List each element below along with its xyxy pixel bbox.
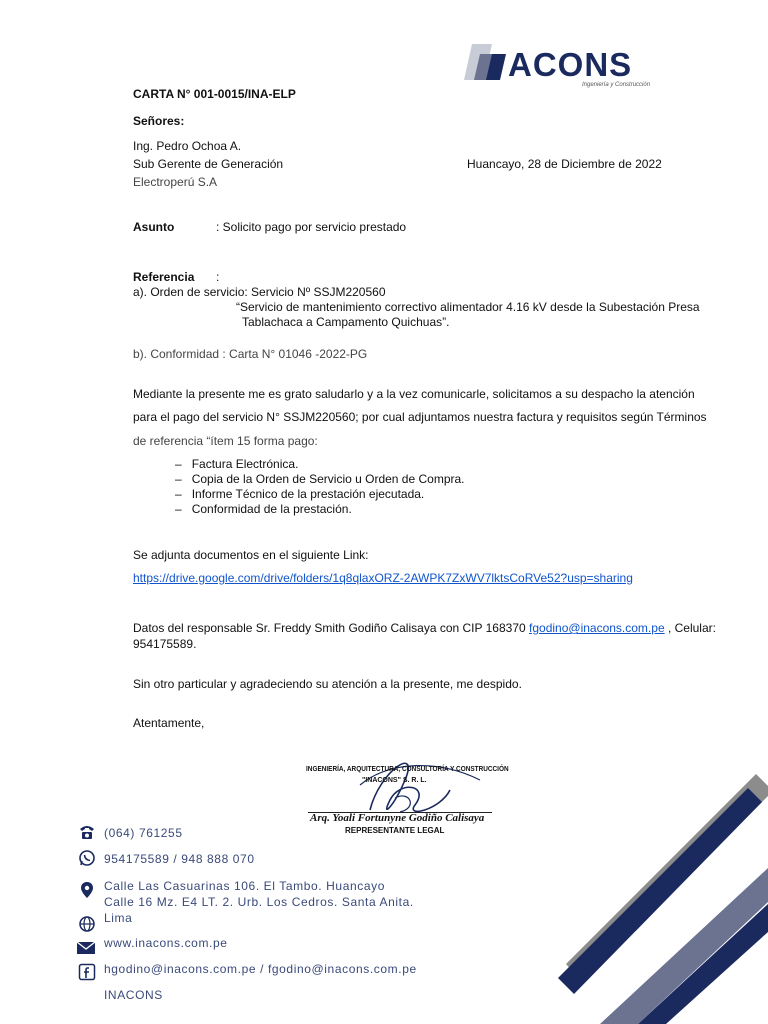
- contact-text: Datos del responsable Sr. Freddy Smith Godiño Calisaya con CIP 168370: [133, 621, 526, 635]
- list-item: – Factura Electrónica.: [175, 457, 299, 471]
- reference-a-desc-2: Tablachaca a Campamento Quichuas”.: [242, 315, 450, 329]
- globe-icon: [78, 915, 96, 933]
- footer-phone: (064) 761255: [104, 826, 183, 840]
- reference-b: b). Conformidad : Carta N° 01046 -2022-PG: [133, 347, 368, 361]
- body-line-3: de referencia “ítem 15 forma pago:: [133, 434, 318, 448]
- stamp-line-2: "INACONS" S. R. L.: [362, 777, 427, 784]
- contact-email-link[interactable]: fgodino@inacons.com.pe: [529, 621, 665, 635]
- subject-label: Asunto: [133, 220, 175, 234]
- email-icon: [76, 939, 96, 957]
- whatsapp-icon: [78, 849, 96, 867]
- reference-colon: :: [216, 270, 220, 284]
- recipient-name: Ing. Pedro Ochoa A.: [133, 139, 242, 153]
- location-pin-icon: [78, 881, 96, 899]
- place-date: Huancayo, 28 de Diciembre de 2022: [467, 157, 662, 171]
- recipient-title: Sub Gerente de Generación: [133, 157, 284, 171]
- footer-company: INACONS: [104, 988, 163, 1002]
- list-item: – Copia de la Orden de Servicio u Orden de Compra.: [175, 472, 465, 486]
- reference-a-desc-1: “Servicio de mantenimiento correctivo alimentador 4.16 kV desde la Subestación Presa: [236, 300, 700, 314]
- contact-cell-label: , Celular:: [664, 621, 716, 635]
- footer-facebook-emails[interactable]: hgodino@inacons.com.pe / fgodino@inacons.com.pe: [104, 962, 417, 976]
- reference-a: a). Orden de servicio: Servicio Nº SSJM220560: [133, 285, 386, 299]
- footer-web[interactable]: www.inacons.com.pe: [104, 936, 228, 950]
- signer-name: Arq. Yoali Fortunyne Godiño Calisaya: [310, 812, 485, 824]
- telephone-icon: [78, 823, 96, 841]
- list-item: – Conformidad de la prestación.: [175, 502, 352, 516]
- handwritten-signature-icon: [300, 750, 500, 850]
- facebook-icon: [78, 963, 96, 981]
- subject-value: : Solicito pago por servicio prestado: [216, 220, 407, 234]
- contact-phone: 954175589.: [133, 637, 197, 651]
- reference-label: Referencia: [133, 270, 195, 284]
- attachment-link[interactable]: https://drive.google.com/drive/folders/1q8qlaxORZ-2AWPK7ZxWV7lktsCoRVe52?usp=sharing: [133, 571, 633, 585]
- body-line-2: para el pago del servicio N° SSJM220560; por cual adjuntamos nuestra factura y requisitos según Términos: [133, 410, 707, 424]
- closing-text: Sin otro particular y agradeciendo su atención a la presente, me despido.: [133, 677, 522, 691]
- signer-role: REPRESENTANTE LEGAL: [345, 826, 445, 835]
- letter-number: CARTA N° 001-0015/INA-ELP: [133, 87, 296, 101]
- footer-mobile: 954175589 / 948 888 070: [104, 852, 255, 866]
- farewell: Atentamente,: [133, 716, 205, 730]
- decorative-stripes: [538, 764, 768, 1024]
- stamp-line-1: INGENIERÍA, ARQUITECTURA, CONSULTORÍA Y CONSTRUCCIÓN: [306, 766, 509, 773]
- body-line-1: Mediante la presente me es grato saludarlo y a la vez comunicarle, solicitamos a su despacho la atención: [133, 387, 695, 401]
- signature-stamp: [300, 750, 509, 850]
- list-item: – Informe Técnico de la prestación ejecutada.: [175, 487, 425, 501]
- footer-address-3: Lima: [104, 911, 133, 925]
- company-logo: [462, 40, 658, 92]
- footer-address-1: Calle Las Casuarinas 106. El Tambo. Huancayo: [104, 879, 385, 893]
- logo-name: ACONS: [508, 46, 633, 83]
- requirements-list: [175, 457, 465, 517]
- salutation: Señores:: [133, 114, 185, 128]
- attachment-text: Se adjunta documentos en el siguiente Link:: [133, 548, 369, 562]
- logo-tagline: Ingeniería y Construcción: [582, 82, 651, 88]
- footer-address-2: Calle 16 Mz. E4 LT. 2. Urb. Los Cedros. Santa Anita.: [104, 895, 414, 909]
- contact-line: [133, 621, 716, 636]
- recipient-company: Electroperú S.A: [133, 175, 218, 189]
